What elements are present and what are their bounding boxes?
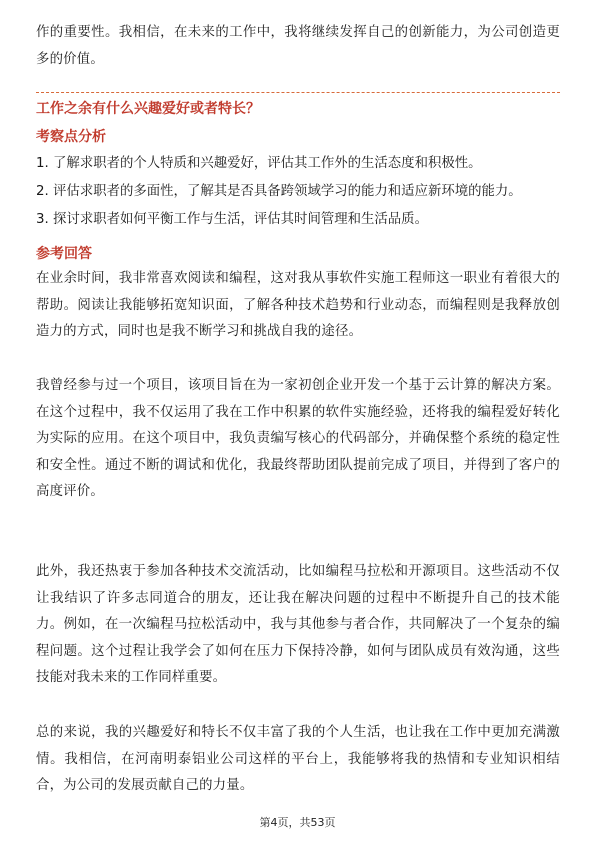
analysis-heading: 考察点分析 (36, 129, 106, 145)
analysis-item-2: 2. 评估求职者的多面性，了解其是否具备跨领域学习的能力和适应新环境的能力。 (36, 184, 522, 199)
question-title: 工作之余有什么兴趣爱好或者特长？ (36, 101, 260, 117)
page-number: 第4页，共53页 (259, 816, 336, 829)
answer-paragraph-4: 总的来说，我的兴趣爱好和特长不仅丰富了我的个人生活，也让我在工作中更加充满激情。我相信，在河南明泰铝业公司这样的平台上，我能够将我的热情和专业知识相结合，为公司的发展贡献自己的力量。 (36, 725, 560, 794)
intro-paragraph: 作的重要性。我相信，在未来的工作中，我将继续发挥自己的创新能力，为公司创造更多的价值。 (36, 25, 560, 67)
analysis-item-1: 1. 了解求职者的个人特质和兴趣爱好，评估其工作外的生活态度和积极性。 (36, 156, 482, 171)
section-divider (36, 92, 560, 93)
analysis-item-3: 3. 探讨求职者如何平衡工作与生活，评估其时间管理和生活品质。 (36, 212, 428, 227)
answer-paragraph-1: 在业余时间，我非常喜欢阅读和编程，这对我从事软件实施工程师这一职业有着很大的帮助。阅读让我能够拓宽知识面，了解各种技术趋势和行业动态，而编程则是我释放创造力的方式，同时也是我不断学习和挑战自我的途径。 (36, 271, 560, 340)
answer-heading: 参考回答 (36, 246, 92, 262)
answer-paragraph-3: 此外，我还热衷于参加各种技术交流活动，比如编程马拉松和开源项目。这些活动不仅让我结识了许多志同道合的朋友，还让我在解决问题的过程中不断提升自己的技术能力。例如，在一次编程马拉松活动中，我与其他参与者合作，共同解决了一个复杂的编程问题。这个过程让我学会了如何在压力下保持冷静，如何与团队成员有效沟通，这些技能对我未来的工作同样重要。 (36, 564, 560, 686)
answer-paragraph-2: 我曾经参与过一个项目，该项目旨在为一家初创企业开发一个基于云计算的解决方案。在这个过程中，我不仅运用了我在工作中积累的软件实施经验，还将我的编程爱好转化为实际的应用。在这个项目中，我负责编写核心的代码部分，并确保整个系统的稳定性和安全性。通过不断的调试和优化，我最终帮助团队提前完成了项目，并得到了客户的高度评价。 (36, 378, 560, 500)
